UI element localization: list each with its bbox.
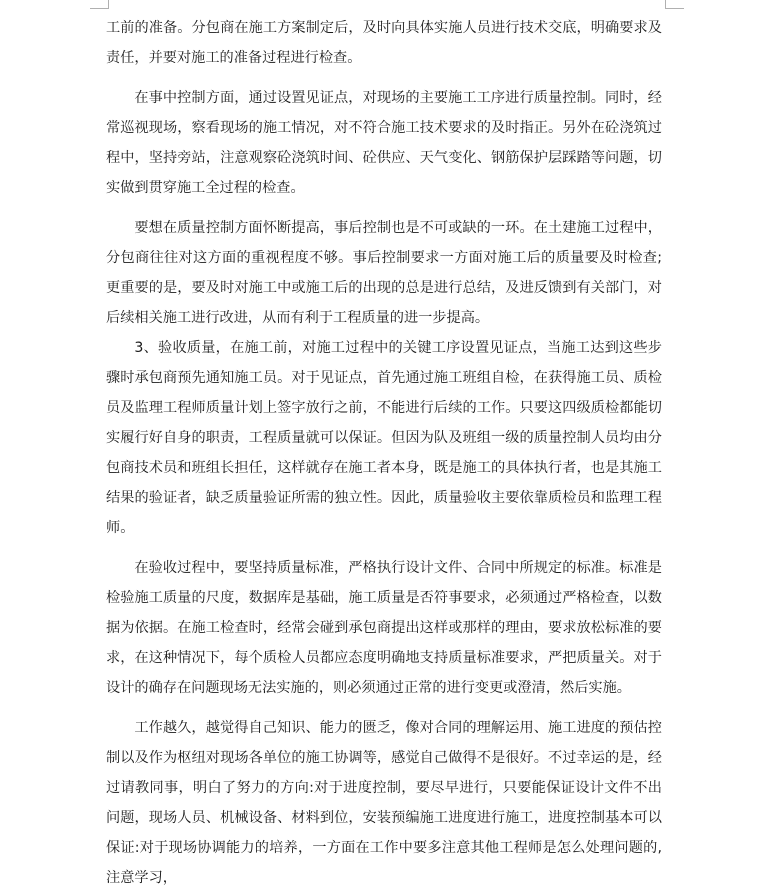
page-corner-mark <box>90 0 109 9</box>
paragraph: 要想在质量控制方面怀断提高，事后控制也是不可或缺的一环。在土建施工过程中，分包商往往对这方面的重视程度不够。事后控制要求一方面对施工后的质量要及时检查;更重要的是，要及时对施工中或施工后的出现的总是进行总结，及进反馈到有关部门，对后续相关施工进行改进，从而有利于工程质量的进一步提高。 <box>106 220 662 326</box>
paragraph: 工作越久，越觉得自己知识、能力的匮乏，像对合同的理解运用、施工进度的预估控制以及作为枢纽对现场各单位的施工协调等，感觉自己做得不是很好。不过幸运的是，经过请教同事，明白了努力的方向:对于进度控制，要尽早进行，只要能保证设计文件不出问题，现场人员、机械设备、材料到位，安装预编施工进度进行施工，进度控制基本可以保证:对于现场协调能力的培养，一方面在工作中要多注意其他工程师是怎么处理问题的,注意学习， <box>106 720 662 886</box>
paragraph: 在事中控制方面，通过设置见证点，对现场的主要施工工序进行质量控制。同时，经常巡视现场，察看现场的施工情况，对不符合施工技术要求的及时指正。另外在砼浇筑过程中，坚持旁站，注意观察砼浇筑时间、砼供应、天气变化、钢筋保护层踩踏等问题，切实做到贯穿施工全过程的检查。 <box>106 90 662 196</box>
paragraph: 在验收过程中，要坚持质量标准，严格执行设计文件、合同中所规定的标准。标准是检验施工质量的尺度，数据库是基础，施工质量是否符事要求，必须通过严格检查，以数据为依据。在施工检查时，经常会碰到承包商提出这样或那样的理由，要求放松标准的要求，在这种情况下，每个质检人员都应态度明确地支持质量标准要求，严把质量关。对于设计的确存在问题现场无法实施的，则必须通过正常的进行变更或澄清，然后实施。 <box>106 560 662 696</box>
document-body <box>106 13 662 893</box>
paragraph: 工前的准备。分包商在施工方案制定后，及时向具体实施人员进行技术交底，明确要求及责任，并要对施工的准备过程进行检查。 <box>106 20 662 66</box>
paragraph: 3、验收质量，在施工前，对施工过程中的关键工序设置见证点，当施工达到这些步骤时承包商预先通知施工员。对于见证点，首先通过施工班组自检，在获得施工员、质检员及监理工程师质量计划上签字放行之前，不能进行后续的工作。只要这四级质检都能切实履行好自身的职责，工程质量就可以保证。但因为队及班组一级的质量控制人员均由分包商技术员和班组长担任，这样就存在施工者本身，既是施工的具体执行者，也是其施工结果的验证者，缺乏质量验证所需的独立性。因此，质量验收主要依靠质检员和监理工程师。 <box>106 340 662 536</box>
page-corner-mark <box>665 0 684 9</box>
